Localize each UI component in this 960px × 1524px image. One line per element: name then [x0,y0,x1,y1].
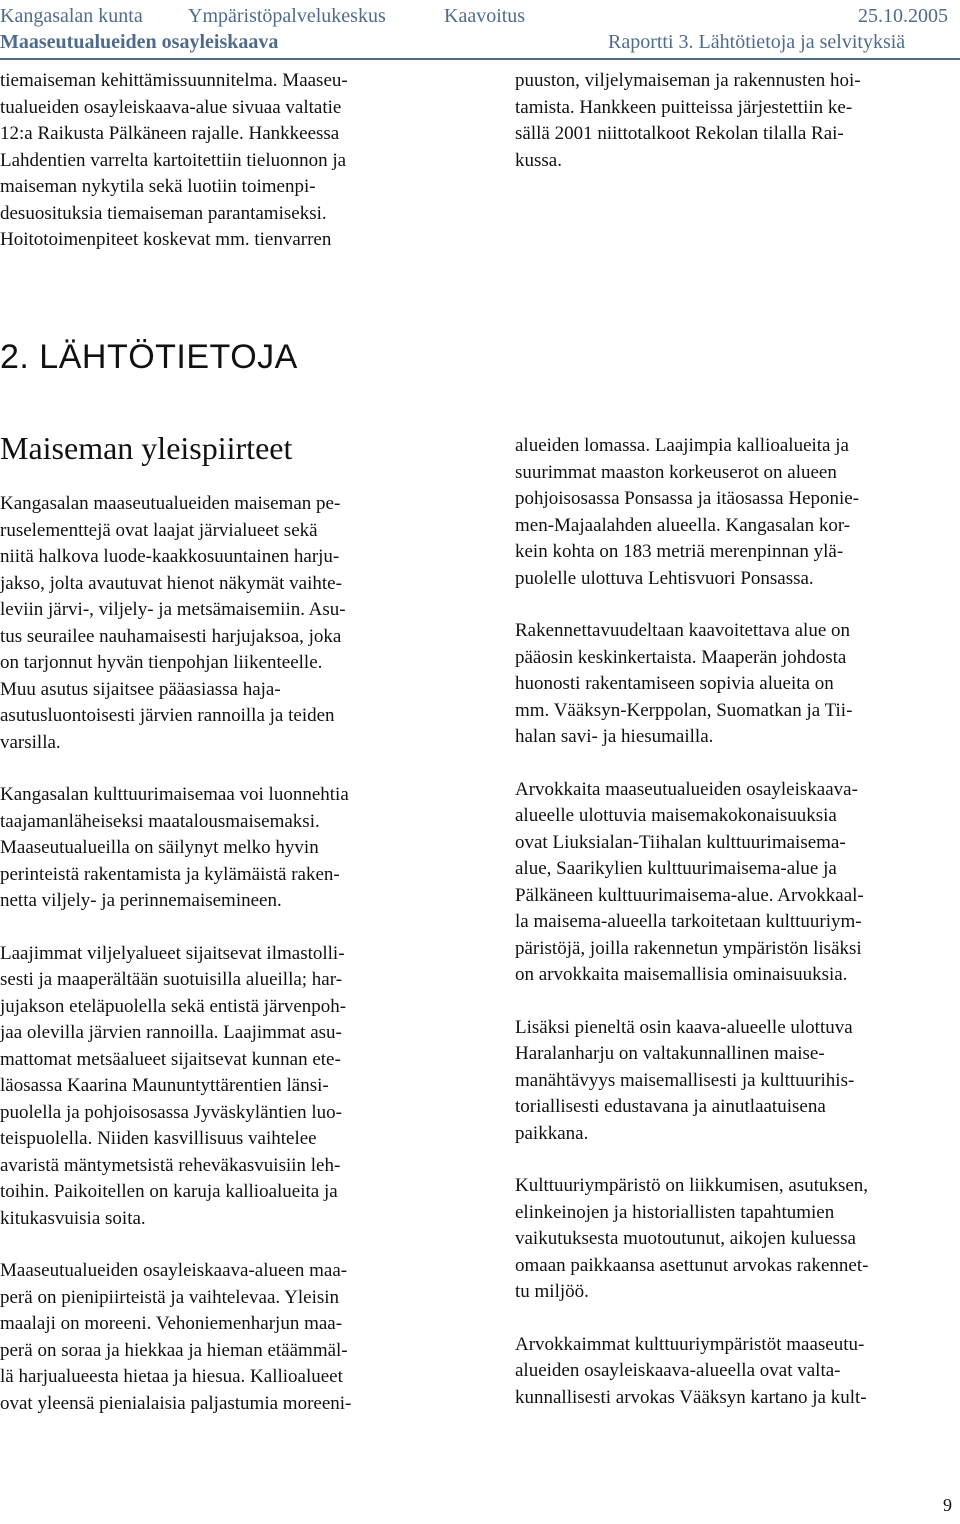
text-line: kunnallisesti arvokas Vääksyn kartano ja kult- [515,1386,867,1408]
header-date: 25.10.2005 [858,5,948,27]
text-line: sesti ja maaperältään suotuisilla alueilla; har- [0,969,343,990]
text-line: men-Majaalahden alueella. Kangasalan kor- [515,514,851,536]
text-line: tu miljöö. [515,1281,589,1302]
text-line: tualueiden osayleiskaava-alue sivuaa valtatie [0,96,342,118]
text-line: Hoitotoimenpiteet koskevat mm. tienvarren [0,229,332,250]
text-line: ovat Liuksialan-Tiihalan kulttuurimaisema- [515,831,846,853]
text-line: perä on pienipiirteistä ja vaihtelevaa. Yleisin [0,1286,340,1308]
text-line: toihin. Paikoitellen on karuja kallioalueita ja [0,1181,338,1202]
text-line: Kulttuuriympäristö on liikkumisen, asutuksen, [515,1175,869,1196]
text-line: Kangasalan maaseutualueiden maiseman pe- [0,493,341,514]
text-line: jaa olevilla järvien rannoilla. Laajimmat asu- [0,1022,342,1043]
text-line: pääosin keskinkertaista. Maaperän johdosta [515,646,847,668]
text-line: ovat yleensä pienialaisia paljastumia moreeni- [0,1392,352,1414]
text-line: desuosituksia tiemaiseman parantamiseksi. [0,202,327,224]
header-rule [0,58,960,60]
text-line: puuston, viljelymaiseman ja rakennusten hoi- [515,70,861,91]
text-line: perä on soraa ja hiekkaa ja hieman etäämmäl- [0,1339,348,1361]
paragraph [515,1173,960,1306]
text-line: Lisäksi pieneltä osin kaava-alueelle ulottuva [515,1016,853,1038]
text-line: huonosti rakentamiseen sopivia alueita on [515,673,834,694]
text-line: elinkeinojen ja historiallisten tapahtumien [515,1201,835,1223]
text-line: lä harjualueesta hietaa ja hiesua. Kallioalueet [0,1366,343,1387]
text-line: puolelle ulottuva Lehtisvuori Ponsassa. [515,567,814,589]
text-line: ruselementtejä ovat laajat järvialueet sekä [0,519,318,541]
paragraph [515,1015,960,1148]
text-line: vaikutuksesta muotoutunut, aikojen kuluessa [515,1228,856,1249]
text-line: jakso, jolta avautuvat hienot näkymät vaihte- [0,572,342,594]
text-line: 12:a Raikusta Pälkäneen rajalle. Hankkeessa [0,123,340,144]
text-line: jujakson eteläpuolella sekä entistä järvenpoh- [0,995,347,1017]
text-line: pohjoisosassa Ponsassa ja itäosassa Heponie- [515,488,860,509]
text-line: alue, Saarikylien kulttuurimaisema-alue ja [515,858,837,879]
text-line: tus seurailee nauhamaisesti harjujaksoa, joka [0,625,342,647]
page-number: 9 [943,1495,952,1515]
text-line: alueiden osayleiskaava-alueella ovat valta- [515,1360,841,1381]
subsection-title: Maiseman yleispiirteet [0,430,293,466]
text-line: asutusluontoisesti järvien rannoilla ja teiden [0,705,335,726]
text-line: on arvokkaita maisemallisia ominaisuuksia. [515,964,848,985]
paragraph [515,777,960,989]
text-line: maalaji on moreeni. Vehoniemenharjun maa- [0,1313,343,1334]
page-header [0,0,960,60]
paragraph [515,68,960,174]
text-line: varsilla. [0,731,61,753]
text-line: sällä 2001 niittotalkoot Rekolan tilalla Rai- [515,123,844,144]
text-line: alueiden lomassa. Laajimpia kallioalueita ja [515,435,849,456]
text-line: Kangasalan kulttuurimaisemaa voi luonnehtia [0,784,349,805]
text-line: taajamanläheiseksi maatalousmaisemaksi. [0,810,320,832]
header-org: Kangasalan kunta [0,5,143,27]
text-line: mm. Vääksyn-Kerppolan, Suomatkan ja Tii- [515,699,853,721]
text-line: Rakennettavuudeltaan kaavoitettava alue on [515,620,850,641]
paragraph [0,1258,460,1417]
header-dept: Ympäristöpalvelukeskus [188,5,386,27]
text-line: Arvokkaita maaseutualueiden osayleiskaava- [515,778,858,800]
text-line: netta viljely- ja perinnemaisemineen. [0,890,282,911]
header-unit: Kaavoitus [444,5,526,27]
text-line: Muu asutus sijaitsee pääasiassa haja- [0,678,281,700]
body-left-column [0,491,460,1417]
text-line: suurimmat maaston korkeuserot on alueen [515,461,837,483]
paragraph [0,941,460,1233]
text-line: kitukasvuisia soita. [0,1207,146,1229]
text-line: Maaseutualueilla on säilynyt melko hyvin [0,837,319,858]
text-line: niitä halkova luode-kaakkosuuntainen harju- [0,546,340,567]
intro-left-column [0,68,460,254]
text-line: puolella ja pohjoisosassa Jyväskyläntien luo- [0,1101,342,1123]
body-right-column [515,433,960,1411]
text-line: Maaseutualueiden osayleiskaava-alueen maa- [0,1260,348,1281]
paragraph [515,433,960,592]
text-line: on tarjonnut hyvän tienpohjan liikenteelle. [0,652,323,673]
text-line: Arvokkaimmat kulttuuriympäristöt maaseutu- [515,1333,865,1355]
text-line: avaristä mäntymetsistä reheväkasvuisiin leh- [0,1154,341,1176]
paragraph [0,491,460,756]
text-line: perinteistä rakentamista ja kylämäistä raken- [0,863,340,885]
text-line: paikkana. [515,1122,589,1144]
text-line: leviin järvi-, viljely- ja metsämaisemiin. Asu- [0,599,346,620]
text-line: la maisema-alueella tarkoitetaan kulttuuriym- [515,911,862,932]
header-plan: Maaseutualueiden osayleiskaava [0,31,279,53]
text-line: maiseman nykytila sekä luotiin toimenpi- [0,176,316,197]
text-line: kein kohta on 183 metriä merenpinnan ylä- [515,541,844,562]
paragraph [515,618,960,751]
text-line: päristöjä, joilla rakennetun ympäristön lisäksi [515,937,862,959]
text-line: kussa. [515,149,562,171]
text-line: Laajimmat viljelyalueet sijaitsevat ilmastolli- [0,942,345,964]
intro-right-column [515,68,960,174]
text-line: Pälkäneen kulttuurimaisema-alue. Arvokkaal- [515,884,864,906]
text-line: toriallisesti edustavana ja ainutlaatuisena [515,1096,826,1117]
header-report: Raportti 3. Lähtötietoja ja selvityksiä [608,31,906,53]
text-line: Lahdentien varrelta kartoitettiin tieluonnon ja [0,149,347,171]
text-line: halan savi- ja hiesumailla. [515,726,714,747]
text-line: manähtävyys maisemallisesti ja kulttuurihis- [515,1069,855,1091]
text-line: mattomat metsäalueet sijaitsevat kunnan ete- [0,1048,341,1070]
paragraph [0,782,460,915]
text-line: läosassa Kaarina Maununtyttärentien länsi- [0,1075,329,1096]
text-line: teispuolella. Niiden kasvillisuus vaihtelee [0,1128,317,1149]
paragraph [515,1332,960,1412]
text-line: alueelle ulottuvia maisemakokonaisuuksia [515,805,837,826]
section-title: 2. LÄHTÖTIETOJA [0,338,298,376]
text-line: Haralanharju on valtakunnallinen maise- [515,1043,825,1064]
text-line: tiemaiseman kehittämissuunnitelma. Maaseu- [0,70,348,91]
text-line: omaan paikkaansa asettunut arvokas rakennet- [515,1254,869,1276]
paragraph [0,68,460,254]
text-line: tamista. Hankkeen puitteissa järjestettiin ke- [515,96,853,118]
